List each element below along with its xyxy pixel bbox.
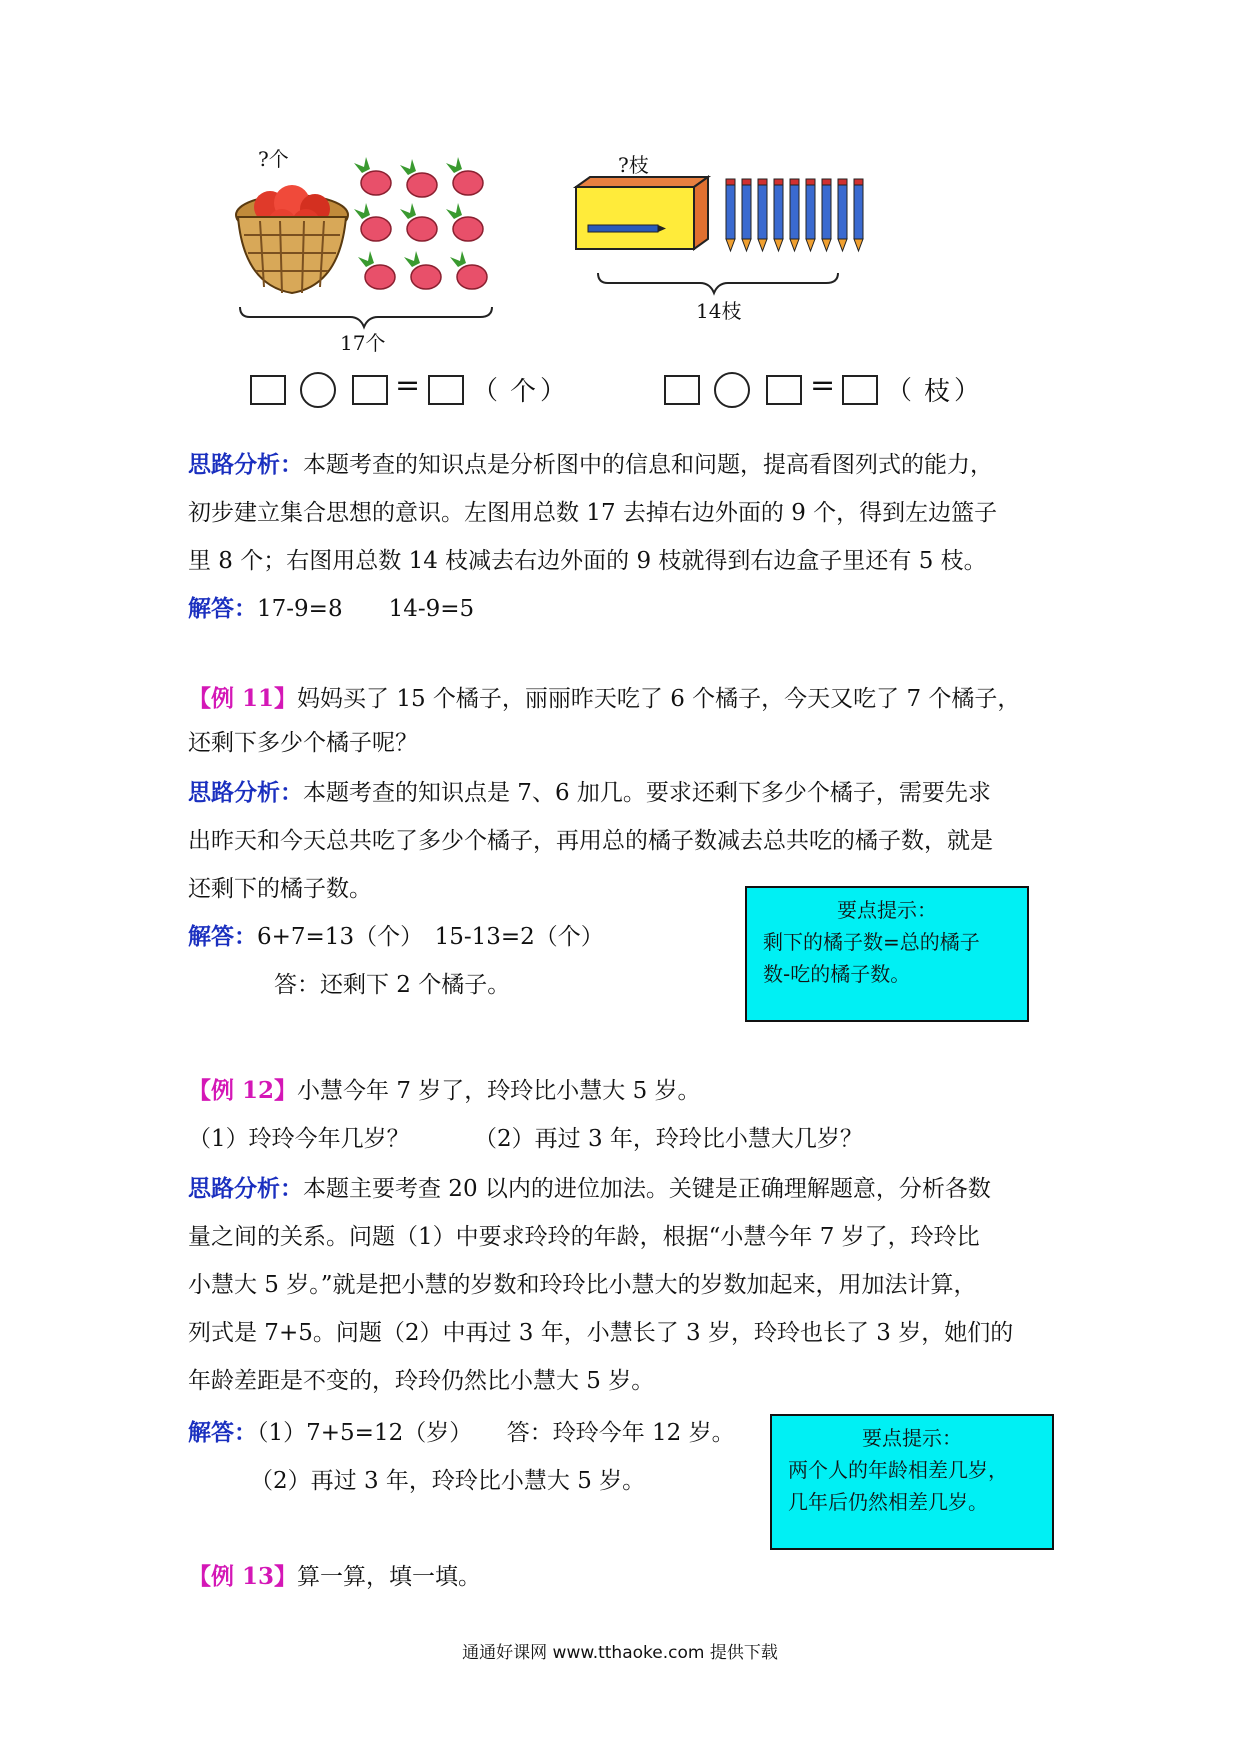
hint-title: 要点提示： <box>837 898 937 922</box>
example11-analysis2: 出昨天和今天总共吃了多少个橘子，再用总的橘子数减去总共吃的橘子数，就是 <box>188 828 993 854</box>
analysis1-line2: 初步建立集合思想的意识。左图用总数 17 去掉右边外面的 9 个，得到左边篮子 <box>188 500 998 526</box>
example-label: 【例 11】 <box>188 685 298 712</box>
operator-circle[interactable] <box>300 372 336 408</box>
example12-q1: （1）玲玲今年几岁？ <box>188 1126 410 1152</box>
example12-answer2: （2）再过 3 年，玲玲比小慧大 5 岁。 <box>250 1468 646 1494</box>
unit-paren-left: （ <box>472 376 499 406</box>
unit-right: 枝 <box>924 377 951 407</box>
hint-line: 剩下的橘子数=总的橘子 <box>763 930 980 954</box>
answer-box[interactable] <box>352 375 388 405</box>
operator-circle[interactable] <box>714 372 750 408</box>
example12-analysis5: 年龄差距是不变的，玲玲仍然比小慧大 5 岁。 <box>188 1368 655 1394</box>
example12-analysis2: 量之间的关系。问题（1）中要求玲玲的年龄，根据“小慧今年 7 岁了，玲玲比 <box>188 1224 980 1250</box>
left-question-label: ?个 <box>258 147 289 171</box>
analysis-label: 思路分析： <box>188 451 303 478</box>
example-text: 妈妈买了 15 个橘子，丽丽昨天吃了 6 个橘子，今天又吃了 7 个橘子， <box>297 686 1021 712</box>
answer-box[interactable] <box>428 375 464 405</box>
basket-icon <box>236 185 348 293</box>
unit-paren-right: ） <box>540 376 567 406</box>
footer: 通通好课网 www.tthaoke.com 提供下载 <box>462 1643 778 1663</box>
hint-box-example12 <box>770 1414 1054 1550</box>
example-label: 【例 13】 <box>188 1563 298 1590</box>
answer-box[interactable] <box>766 375 802 405</box>
answer-text: （1）7+5=12（岁） 答：玲玲今年 12 岁。 <box>257 1420 735 1446</box>
example-text: 算一算，填一填。 <box>297 1564 482 1590</box>
pencil-box-icon <box>576 177 708 249</box>
example12-analysis1 <box>188 1174 991 1204</box>
example11-answer1 <box>188 922 604 952</box>
radish-group-icon <box>354 157 487 289</box>
answer-label: 解答： <box>188 1419 257 1446</box>
hint-line: 两个人的年龄相差几岁， <box>788 1458 1008 1482</box>
answer-text: 6+7=13（个） 15-13=2（个） <box>257 924 604 950</box>
example11-line1 <box>188 684 1020 714</box>
answer1 <box>188 594 474 624</box>
pens-group-icon <box>726 179 863 251</box>
example11-analysis3: 还剩下的橘子数。 <box>188 876 372 902</box>
right-question-label: ?枝 <box>618 153 649 177</box>
example12-q2: （2）再过 3 年，玲玲比小慧大几岁？ <box>474 1126 863 1152</box>
unit-left: 个 <box>510 377 537 407</box>
analysis1-line1 <box>188 450 993 480</box>
analysis-label: 思路分析： <box>188 1175 303 1202</box>
example12-analysis4: 列式是 7+5。问题（2）中再过 3 年，小慧长了 3 岁，玲玲也长了 3 岁，她们的 <box>188 1320 1014 1346</box>
answer-text: 17-9=8 14-9=5 <box>257 596 475 622</box>
answer-box[interactable] <box>664 375 700 405</box>
example12-analysis3: 小慧大 5 岁。”就是把小慧的岁数和玲玲比小慧大的岁数加起来，用加法计算， <box>188 1272 977 1298</box>
hint-line: 几年后仍然相差几岁。 <box>788 1490 988 1514</box>
right-total-label: 14枝 <box>696 299 742 323</box>
example-text: 小慧今年 7 岁了，玲玲比小慧大 5 岁。 <box>297 1078 701 1104</box>
example13-line1 <box>188 1562 481 1592</box>
hint-box-example11 <box>745 886 1029 1022</box>
example12-line1 <box>188 1076 701 1106</box>
analysis-text: 本题考查的知识点是分析图中的信息和问题，提高看图列式的能力， <box>303 452 993 478</box>
example11-line2: 还剩下多少个橘子呢？ <box>188 730 418 756</box>
unit-paren-right: ） <box>954 376 981 406</box>
answer-box[interactable] <box>250 375 286 405</box>
left-total-label: 17个 <box>340 331 386 355</box>
answer-label: 解答： <box>188 595 257 622</box>
equals-sign: = <box>395 368 421 403</box>
brace-right <box>598 273 838 293</box>
example-label: 【例 12】 <box>188 1077 298 1104</box>
analysis-label: 思路分析： <box>188 779 303 806</box>
example11-analysis1 <box>188 778 991 808</box>
example12-answer1 <box>188 1418 735 1448</box>
analysis1-line3: 里 8 个；右图用总数 14 枝减去右边外面的 9 枝就得到右边盒子里还有 5 枝。 <box>188 548 987 574</box>
answer-box[interactable] <box>842 375 878 405</box>
analysis-text: 本题主要考查 20 以内的进位加法。关键是正确理解题意，分析各数 <box>303 1176 991 1202</box>
brace-left <box>240 307 492 327</box>
equals-sign: = <box>810 368 836 403</box>
example11-answer2: 答：还剩下 2 个橘子。 <box>274 972 511 998</box>
analysis-text: 本题考查的知识点是 7、6 加几。要求还剩下多少个橘子，需要先求 <box>303 780 991 806</box>
unit-paren-left: （ <box>886 376 913 406</box>
hint-line: 数-吃的橘子数。 <box>763 962 911 986</box>
hint-title: 要点提示： <box>862 1426 962 1450</box>
answer-label: 解答： <box>188 923 257 950</box>
